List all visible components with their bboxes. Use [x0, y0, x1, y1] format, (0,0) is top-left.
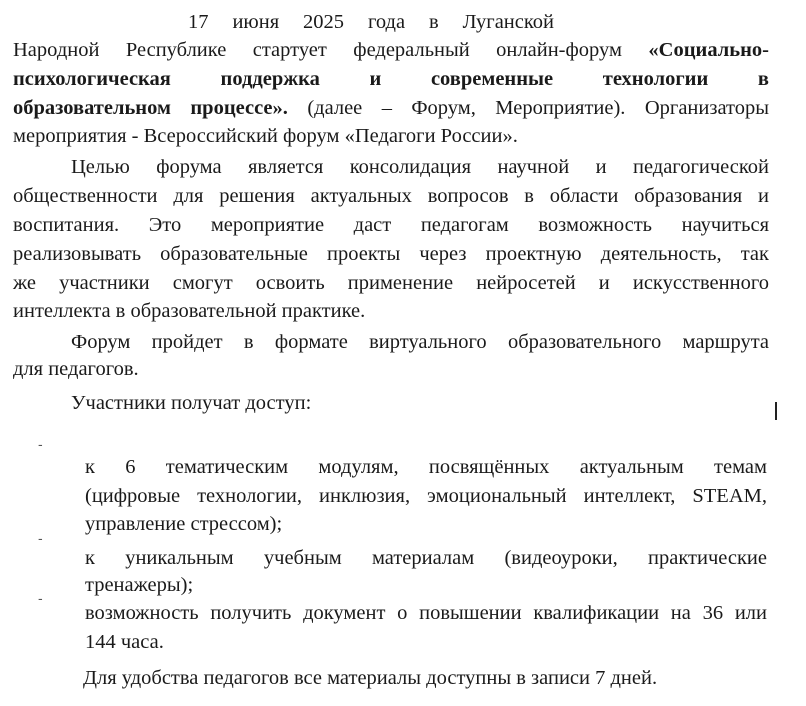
list-marker-2: -	[38, 530, 43, 546]
goal-line-4: реализовывать образовательные проекты через проектную деятельность, так	[13, 243, 769, 265]
goal-line-6: интеллекта в образовательной практике.	[13, 300, 366, 322]
intro-line-2	[13, 38, 769, 62]
intro-line-5: мероприятия - Всероссийский форум «Педагоги России».	[13, 125, 518, 147]
forum-title-part-2: психологическая поддержка и современные технологии в	[13, 68, 769, 90]
list-marker-1: -	[38, 436, 43, 452]
list-item-1-line-2: (цифровые технологии, инклюзия, эмоциональный интеллект, STEAM,	[85, 485, 767, 507]
format-line-1: Форум пройдет в формате виртуального образовательного маршрута	[71, 331, 769, 353]
margin-mark	[775, 402, 777, 420]
list-item-1-line-3: управление стрессом);	[85, 513, 283, 535]
list-item-2-line-2: тренажеры);	[85, 574, 194, 596]
forum-title-part-3: образовательном процессе».	[13, 97, 288, 119]
goal-line-2: общественности для решения актуальных вопросов в области образования и	[13, 185, 769, 207]
list-item-3-line-1: возможность получить документ о повышении квалификации на 36 или	[85, 602, 767, 624]
list-item-2-line-1: к уникальным учебным материалам (видеоуроки, практические	[85, 547, 767, 569]
closing-paragraph: Для удобства педагогов все материалы доступны в записи 7 дней.	[83, 667, 658, 689]
goal-line-3: воспитания. Это мероприятие даст педагогам возможность научиться	[13, 214, 769, 236]
format-line-2: для педагогов.	[13, 358, 139, 380]
list-item-3-line-2: 144 часа.	[85, 631, 164, 653]
intro-line-2-text: Народной Республике стартует федеральный онлайн-форум	[13, 39, 649, 61]
intro-line-1: 17 июня 2025 года в Луганской	[188, 11, 554, 33]
intro-line-4-text: (далее – Форум, Мероприятие). Организаторы	[287, 97, 769, 119]
goal-line-1: Целью форума является консолидация научной и педагогической	[71, 156, 769, 178]
list-marker-3: -	[38, 590, 43, 606]
access-heading: Участники получат доступ:	[71, 392, 312, 414]
list-item-1-line-1: к 6 тематическим модулям, посвящённых актуальным темам	[85, 456, 767, 478]
intro-line-4	[13, 96, 769, 120]
forum-title-part-1: «Социально-	[648, 39, 769, 61]
goal-line-5: же участники смогут освоить применение нейросетей и искусственного	[13, 272, 769, 294]
